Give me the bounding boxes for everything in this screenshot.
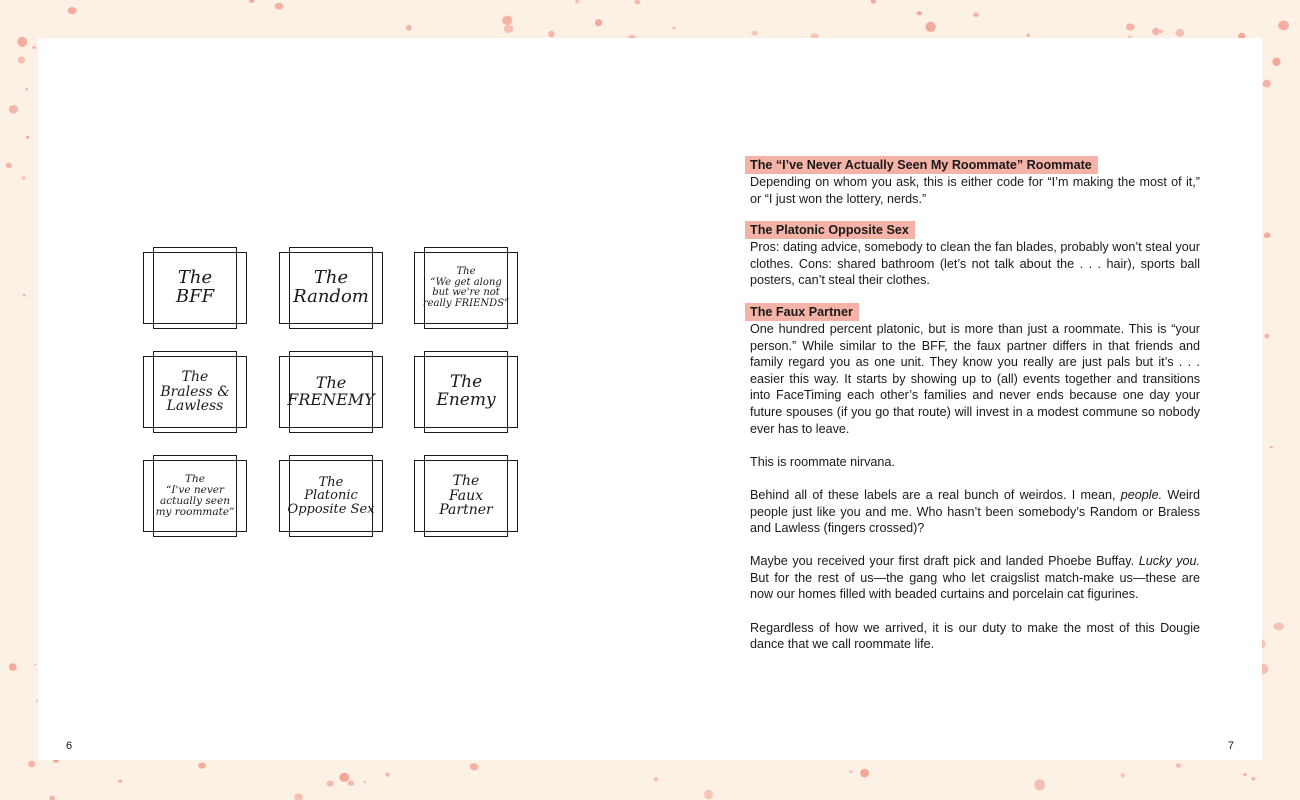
background-dot xyxy=(26,136,29,139)
label-enemy: The Enemy xyxy=(414,356,518,428)
background-dot xyxy=(1027,34,1030,37)
background-dot xyxy=(49,796,55,800)
background-dot xyxy=(25,88,28,91)
background-dot xyxy=(849,770,852,773)
section-faux-partner xyxy=(750,303,1200,437)
background-dot xyxy=(470,763,478,770)
background-dot xyxy=(1034,779,1045,790)
paragraph-weirdos: Behind all of these labels are a real bunch of weirdos. I mean, people. Weird people just like you and me. Who hasn’t been somebody’s Random or Braless and Lawless (fingers crossed)? xyxy=(750,487,1200,536)
paragraph-nirvana: This is roommate nirvana. xyxy=(750,454,895,469)
background-dot xyxy=(926,22,936,32)
background-dot xyxy=(18,57,25,64)
section-heading: The Platonic Opposite Sex xyxy=(745,221,915,239)
background-dot xyxy=(752,31,758,36)
section-heading: The Faux Partner xyxy=(745,303,859,321)
background-dot xyxy=(1265,334,1269,339)
background-dot xyxy=(1272,58,1280,66)
background-dot xyxy=(118,780,122,783)
section-body: One hundred percent platonic, but is more than just a roommate. This is “your person.” While similar to the BFF, the faux partner differs in that friends and family regard you as one unit. They know you really are just pals but it’s . . . easier this way. It starts by showing up to (all) events together and transitions into FaceTiming each other’s families and never ends because one day your future spouses (if you go that route) will invest in a modest commune so nobody ever has to leave. xyxy=(750,321,1200,436)
paragraph-closing: Regardless of how we arrived, it is our duty to make the most of this Dougie dance that we call roommate life. xyxy=(750,620,1200,652)
background-dot xyxy=(502,16,512,25)
background-dot xyxy=(504,25,514,33)
background-dot xyxy=(249,0,254,3)
background-dot xyxy=(364,781,366,783)
label-faux-partner: The Faux Partner xyxy=(414,460,518,532)
label-we-get-along: The “We get along but we're not really FRIENDS” xyxy=(414,252,518,324)
background-dot xyxy=(1270,446,1273,448)
background-dot xyxy=(23,294,26,297)
section-body: Depending on whom you ask, this is either code for “I’m making the most of it,” or “I just won the lottery, nerds.” xyxy=(750,175,1200,206)
section-body: Pros: dating advice, somebody to clean the fan blades, probably won’t steal your clothes. Cons: shared bathroom (let’s not talk about the . . . hair), sports ball posters, can’t steal their clothes. xyxy=(750,240,1200,288)
background-dot xyxy=(9,663,17,671)
page-number-left: 6 xyxy=(66,740,73,752)
background-dot xyxy=(1274,623,1284,631)
background-dot xyxy=(294,793,303,800)
background-dot xyxy=(17,37,27,47)
background-dot xyxy=(654,777,659,781)
background-dot xyxy=(1243,773,1247,776)
label-platonic-opposite-sex: The Platonic Opposite Sex xyxy=(279,460,383,532)
section-heading: The “I’ve Never Actually Seen My Roommate” Roommate xyxy=(745,156,1098,174)
background-dot xyxy=(34,664,37,666)
label-random: The Random xyxy=(279,252,383,324)
background-dot xyxy=(1278,21,1289,31)
background-dot xyxy=(9,105,18,113)
section-never-seen xyxy=(750,156,1200,207)
background-dot xyxy=(635,0,641,4)
section-platonic xyxy=(750,221,1200,289)
paragraph-phoebe: Maybe you received your first draft pick and landed Phoebe Buffay. Lucky you. But for the rest of us—the gang who let craigslist match-make us—these are now our homes filled with beaded curtains and porcelain cat figurines. xyxy=(750,554,1200,602)
background-dot xyxy=(973,13,979,17)
background-dot xyxy=(339,773,349,782)
book-spread xyxy=(38,38,1262,760)
label-frenemy: The FRENEMY xyxy=(279,356,383,428)
background-dot xyxy=(1264,233,1271,239)
background-dot xyxy=(1126,23,1135,30)
background-dot xyxy=(595,19,602,26)
background-dot xyxy=(198,763,206,769)
background-dot xyxy=(32,46,36,48)
text-column xyxy=(750,156,1200,669)
background-dot xyxy=(1176,29,1184,37)
roommate-label-grid xyxy=(143,252,523,542)
background-dot xyxy=(348,781,354,786)
background-dot xyxy=(1263,80,1271,88)
background-dot xyxy=(575,0,579,4)
background-dot xyxy=(6,163,12,169)
background-dot xyxy=(672,27,675,30)
background-dot xyxy=(327,781,334,787)
background-dot xyxy=(871,0,876,4)
background-dot xyxy=(406,25,412,31)
background-dot xyxy=(917,11,922,15)
label-braless-lawless: The Braless & Lawless xyxy=(143,356,247,428)
label-never-seen-roommate: The “I've never actually seen my roommate” xyxy=(143,460,247,532)
background-dot xyxy=(1152,28,1159,35)
background-dot xyxy=(22,176,26,180)
background-dot xyxy=(1120,773,1125,777)
label-bff: The BFF xyxy=(143,252,247,324)
background-dot xyxy=(860,769,869,778)
page-number-right: 7 xyxy=(1227,740,1234,752)
background-dot xyxy=(275,3,284,10)
background-dot xyxy=(548,31,554,38)
background-dot xyxy=(1251,777,1255,781)
background-dot xyxy=(68,7,77,14)
background-dot xyxy=(28,761,35,768)
background-dot xyxy=(704,790,713,799)
background-dot xyxy=(1176,763,1181,768)
background-dot xyxy=(385,772,389,776)
